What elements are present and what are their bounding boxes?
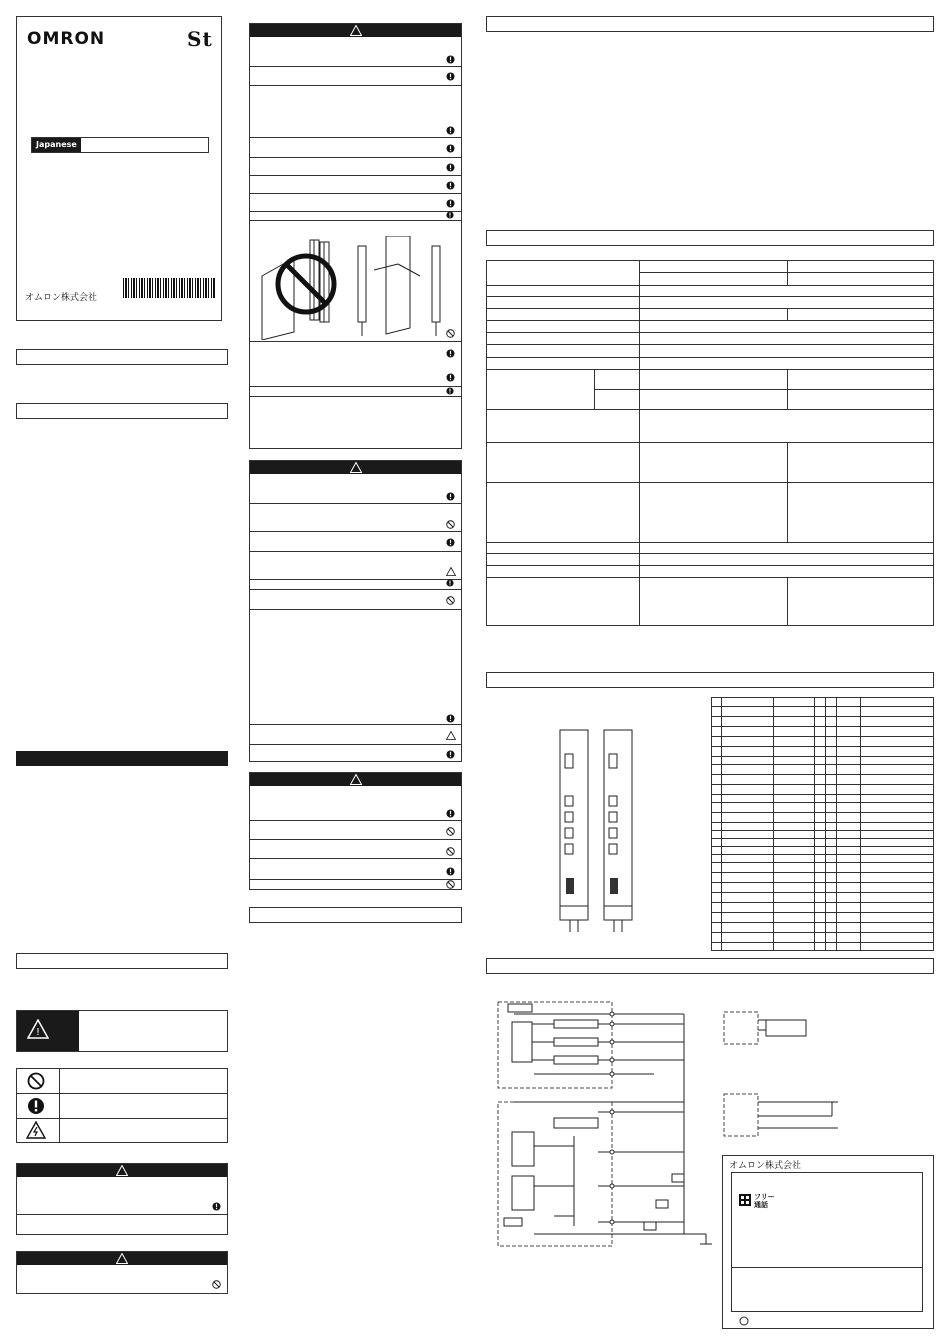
- row-line: [250, 531, 461, 532]
- exclamation-icon: [446, 373, 455, 382]
- legend-row-line: [17, 1118, 227, 1119]
- exclamation-icon: [446, 750, 455, 759]
- legend-divider: [59, 1069, 60, 1142]
- section-header: [249, 907, 462, 923]
- row-line: [250, 744, 461, 745]
- exclamation-icon: [446, 714, 455, 723]
- exclamation-icon: [446, 199, 455, 208]
- warning-box: [249, 23, 462, 449]
- svg-text:!: !: [35, 1027, 41, 1038]
- row-line: [712, 846, 933, 847]
- sensor-illustration: [552, 728, 642, 934]
- contact-company: オムロン株式会社: [729, 1161, 802, 1171]
- row-line: [712, 942, 933, 943]
- row-line: [250, 175, 461, 176]
- exclamation-icon: [27, 1097, 45, 1115]
- signal-word-dark: [17, 1011, 79, 1051]
- exclamation-icon: [446, 387, 454, 395]
- warning-bar: [250, 24, 461, 37]
- row-line: [487, 482, 933, 483]
- warning-triangle-icon: [446, 567, 456, 576]
- free-dial-label: フリー 通話: [754, 1193, 775, 1209]
- omron-logo: OMRON: [27, 29, 106, 49]
- exclamation-icon: [212, 1202, 221, 1211]
- circle-mark-icon: [739, 1316, 749, 1326]
- section-header: [16, 403, 228, 419]
- row-line: [732, 1267, 922, 1268]
- prohibit-icon: [446, 827, 455, 836]
- exclamation-icon: [446, 492, 455, 501]
- exclamation-icon: [446, 867, 455, 876]
- shock-icon: [26, 1121, 46, 1139]
- caution-box: [249, 460, 462, 762]
- row-line: [712, 892, 933, 893]
- installation-illustration: [260, 236, 456, 340]
- prohibit-icon: [446, 847, 455, 856]
- exclamation-icon: [446, 349, 455, 358]
- warning-triangle-icon: [116, 1253, 128, 1264]
- row-line: [250, 66, 461, 67]
- phone-icon: [738, 1193, 752, 1207]
- warning-triangle-icon: [350, 462, 362, 473]
- row-line: [712, 872, 933, 873]
- spec-table: [486, 260, 934, 626]
- section-header-dark: [16, 751, 228, 766]
- std-logo: St: [187, 27, 213, 51]
- row-line: [487, 442, 933, 443]
- col-line: [787, 308, 788, 320]
- caution-bar: [250, 461, 461, 474]
- row-line: [487, 332, 933, 333]
- row-line: [712, 830, 933, 831]
- caution-bar: [250, 773, 461, 786]
- symbol-legend: [16, 1068, 228, 1143]
- warning-box: [16, 1163, 228, 1235]
- row-line: [487, 285, 933, 286]
- section-header: [486, 958, 934, 974]
- row-line: [250, 551, 461, 552]
- exclamation-icon: [446, 579, 454, 587]
- row-line: [487, 357, 933, 358]
- row-line: [712, 932, 933, 933]
- row-line: [712, 862, 933, 863]
- prohibit-icon: [27, 1072, 45, 1090]
- col-line: [787, 577, 788, 625]
- row-line: [712, 838, 933, 839]
- row-line: [250, 579, 461, 580]
- row-line: [250, 839, 461, 840]
- col-line: [787, 261, 788, 285]
- row-line: [250, 820, 461, 821]
- cover-company: オムロン株式会社: [25, 293, 98, 303]
- row-line: [250, 396, 461, 397]
- section-header: [16, 953, 228, 969]
- wiring-aux-1: [722, 1010, 812, 1046]
- row-line: [712, 746, 933, 747]
- cover-panel: [16, 16, 222, 321]
- indicator-table: [711, 697, 934, 951]
- row-line: [250, 137, 461, 138]
- caution-box: [249, 772, 462, 890]
- row-line: [712, 784, 933, 785]
- row-line: [487, 565, 933, 566]
- exclamation-icon: [446, 809, 455, 818]
- barcode: [123, 278, 215, 298]
- row-line: [712, 726, 933, 727]
- contact-inner: [731, 1172, 923, 1312]
- row-line: [250, 609, 461, 610]
- row-line: [487, 296, 933, 297]
- row-line: [712, 706, 933, 707]
- row-line: [250, 589, 461, 590]
- row-line: [250, 724, 461, 725]
- prohibit-icon: [446, 880, 455, 889]
- language-label-box: [31, 137, 209, 153]
- row-line: [250, 341, 461, 342]
- prohibit-icon: [446, 329, 455, 338]
- row-line: [712, 756, 933, 757]
- row-line: [487, 320, 933, 321]
- section-header: [16, 349, 228, 365]
- row-line: [712, 854, 933, 855]
- exclamation-icon: [446, 72, 455, 81]
- row-line: [712, 716, 933, 717]
- row-line: [487, 409, 933, 410]
- language-label: Japanese: [32, 138, 81, 152]
- wiring-aux-2: [722, 1092, 842, 1138]
- row-line: [712, 736, 933, 737]
- row-line: [712, 922, 933, 923]
- col-line: [639, 261, 640, 625]
- row-line: [487, 553, 933, 554]
- exclamation-icon: [446, 55, 455, 64]
- row-line: [250, 503, 461, 504]
- row-line: [712, 912, 933, 913]
- warning-triangle-icon: [350, 25, 362, 36]
- prohibit-icon: [212, 1280, 221, 1289]
- warning-triangle-icon: [446, 731, 456, 740]
- prohibit-icon: [446, 520, 455, 529]
- section-header: [486, 230, 934, 246]
- row-line: [250, 211, 461, 212]
- row-line: [250, 157, 461, 158]
- row-line: [487, 542, 933, 543]
- legend-row-line: [17, 1093, 227, 1094]
- row-line: [250, 220, 461, 221]
- contact-box: [722, 1155, 934, 1329]
- row-line: [250, 386, 461, 387]
- row-line: [712, 802, 933, 803]
- exclamation-icon: [446, 126, 455, 135]
- warning-bar: [17, 1164, 227, 1177]
- warning-triangle-icon: [116, 1165, 128, 1176]
- col-line: [787, 442, 788, 542]
- exclamation-icon: [446, 211, 454, 219]
- row-line: [712, 822, 933, 823]
- row-line: [712, 812, 933, 813]
- row-line: [712, 774, 933, 775]
- row-line: [250, 85, 461, 86]
- row-line: [250, 879, 461, 880]
- row-line: [487, 308, 933, 309]
- exclamation-icon: [446, 144, 455, 153]
- row-line: [487, 577, 933, 578]
- section-header: [486, 672, 934, 688]
- row-line: [594, 389, 933, 390]
- exclamation-icon: [446, 538, 455, 547]
- row-line: [712, 764, 933, 765]
- row-line: [712, 794, 933, 795]
- row-line: [487, 369, 933, 370]
- warning-triangle-icon: [350, 774, 362, 785]
- row-line: [712, 902, 933, 903]
- row-line: [712, 882, 933, 883]
- warning-box: [16, 1251, 228, 1294]
- section-header: [486, 16, 934, 32]
- row-line: [639, 272, 933, 273]
- exclamation-icon: [446, 163, 455, 172]
- exclamation-icon: [446, 181, 455, 190]
- row-line: [250, 858, 461, 859]
- prohibit-icon: [446, 596, 455, 605]
- row-line: [487, 344, 933, 345]
- signal-word-box: [16, 1010, 228, 1052]
- warning-triangle-icon: [27, 1019, 49, 1039]
- row-line: [250, 193, 461, 194]
- wiring-diagram: [494, 996, 720, 1250]
- row-line: [17, 1214, 227, 1215]
- warning-bar: [17, 1252, 227, 1265]
